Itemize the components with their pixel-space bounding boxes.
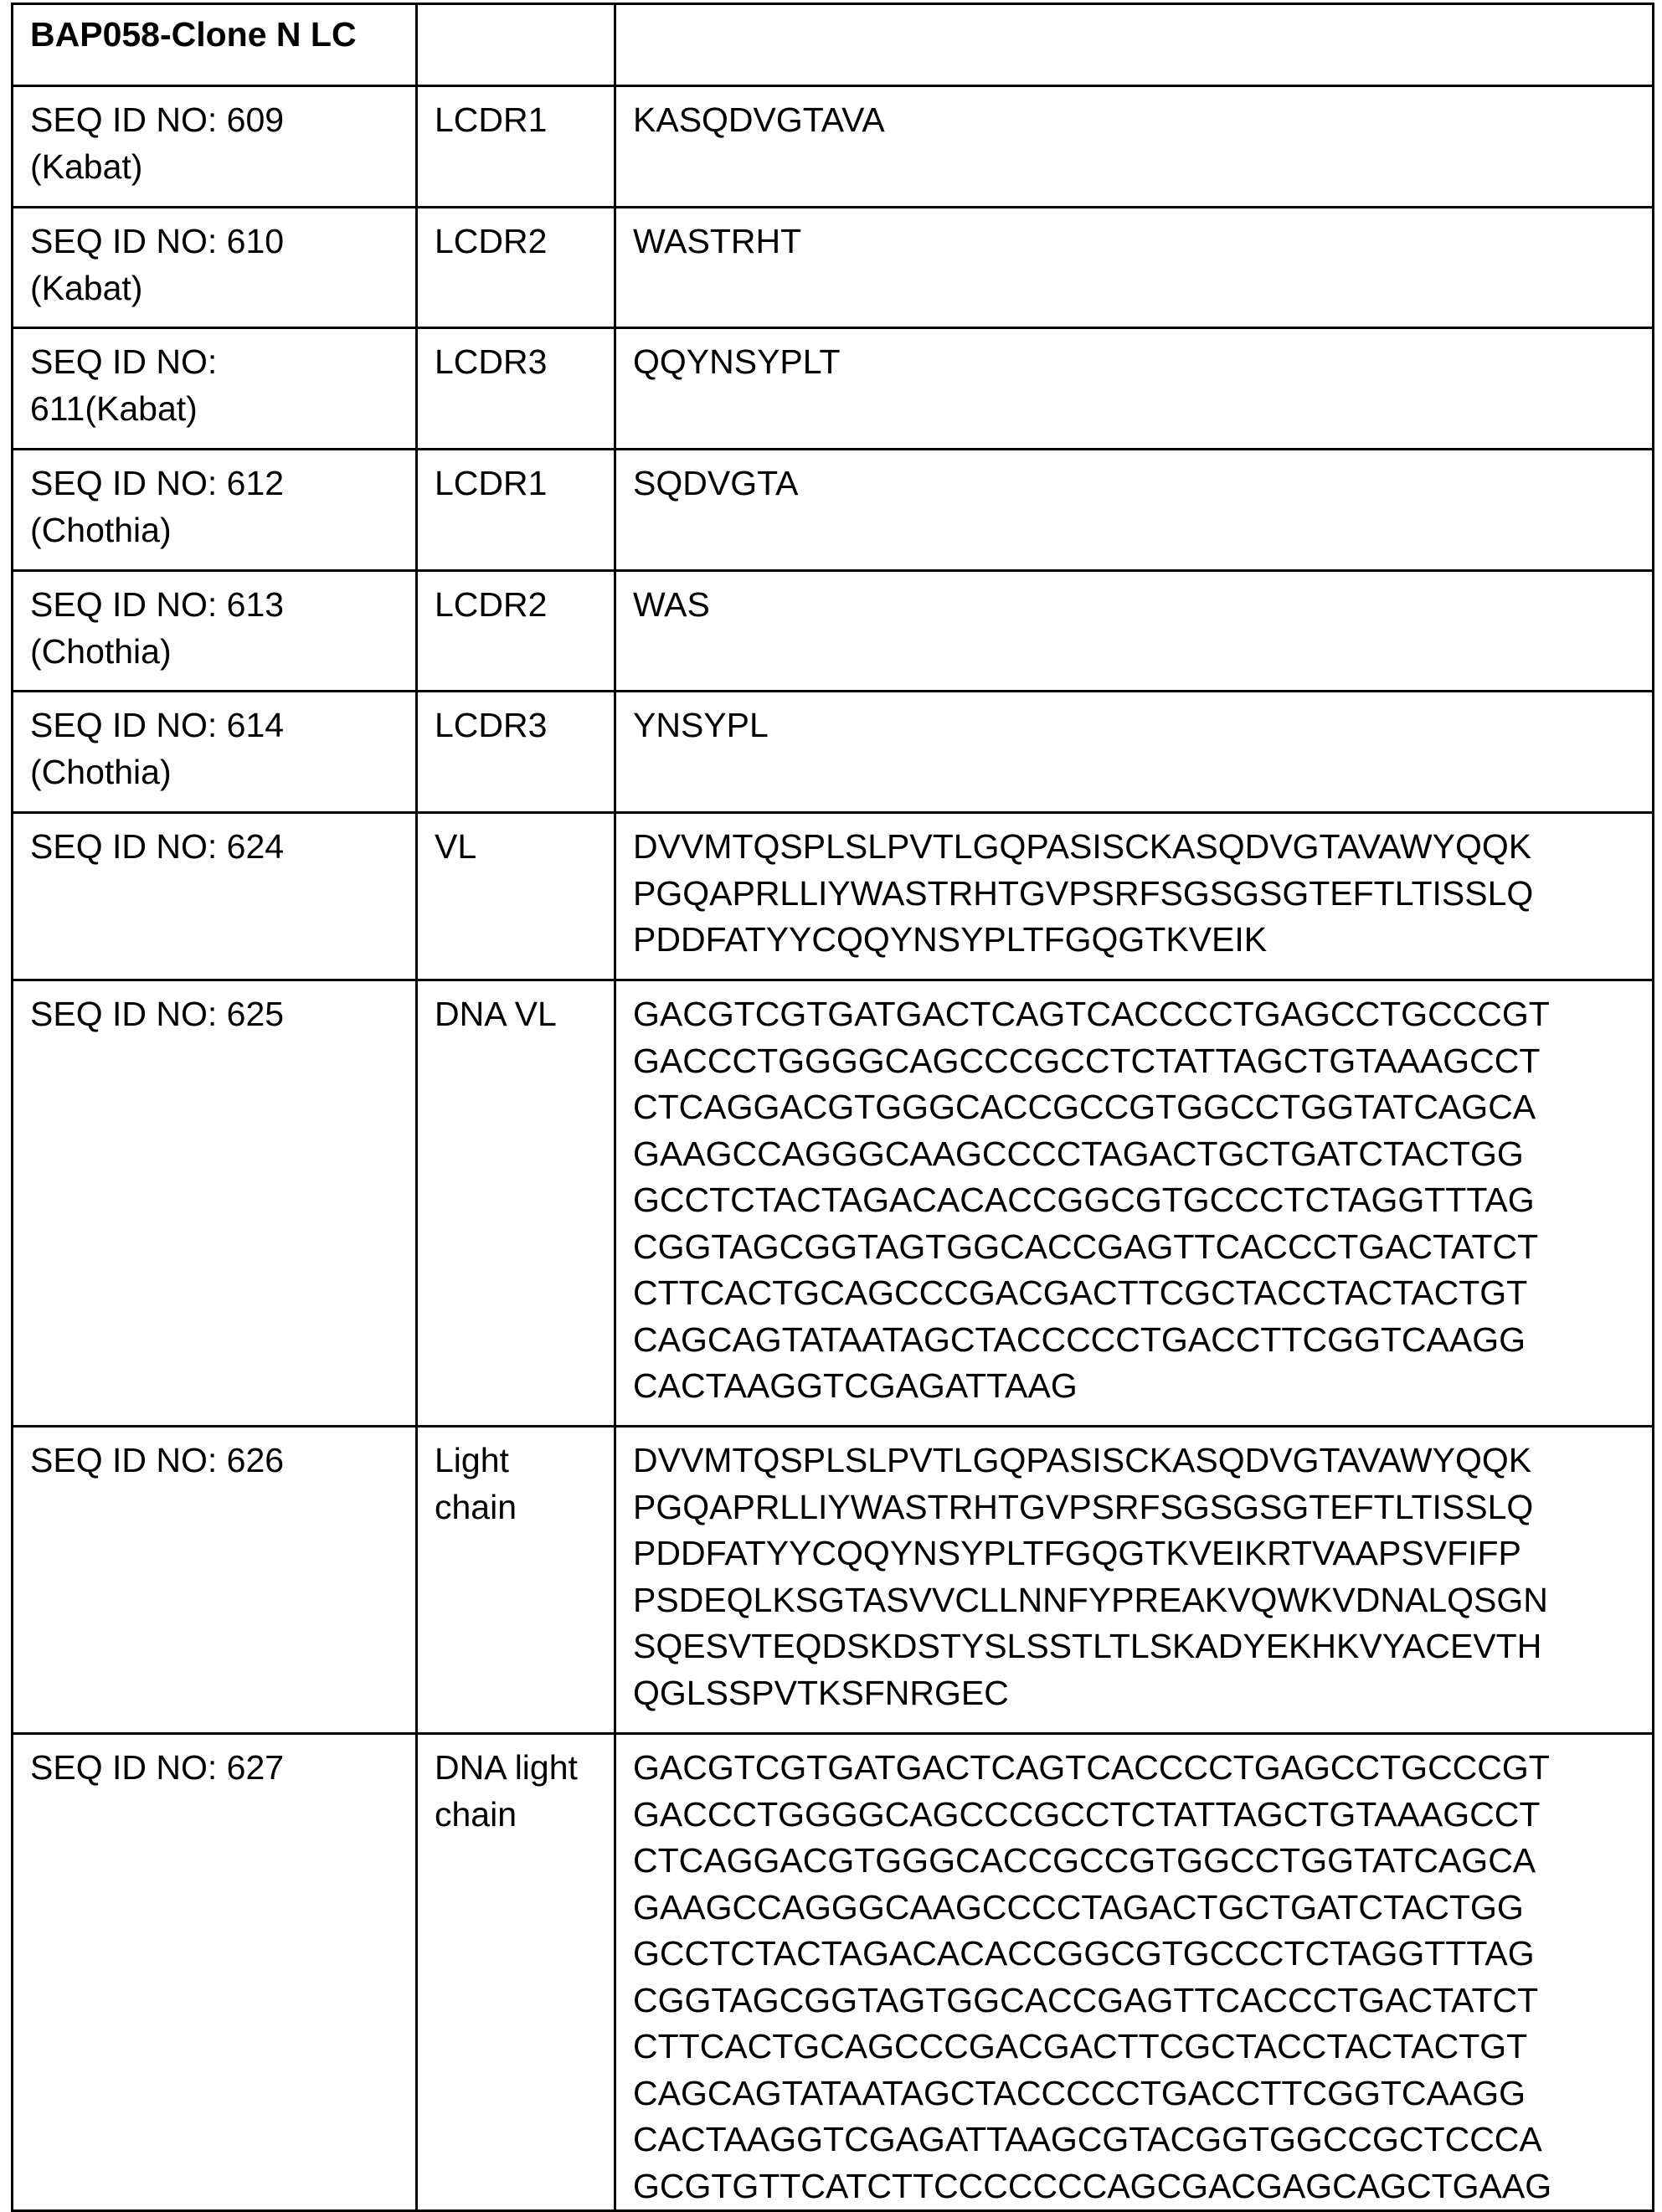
table-title-cell: [13, 4, 417, 86]
sequence-table: [11, 3, 1654, 2212]
sequence-line: QQYNSYPLT: [633, 339, 1652, 386]
seq-id-line: SEQ ID NO: 627: [30, 1745, 415, 1792]
sequence-line: CTTCACTGCAGCCCGACGACTTCGCTACCTACTACTGT: [633, 2024, 1652, 2071]
seq-id-line: SEQ ID NO: 609: [30, 97, 415, 144]
sequence-cell: [615, 1427, 1654, 1734]
sequence-line: GACCCTGGGGCAGCCCGCCTCTATTAGCTGTAAAGCCT: [633, 1792, 1652, 1839]
sequence-line: CACTAAGGTCGAGATTAAG: [633, 1363, 1652, 1410]
sequence-line: PGQAPRLLIYWASTRHTGVPSRFSGSGSGTEFTLTISSLQ: [633, 1484, 1652, 1531]
sequence-line: DVVMTQSPLSLPVTLGQPASISCKASQDVGTAVAWYQQK: [633, 824, 1652, 871]
region-line: LCDR2: [435, 219, 614, 265]
seq-id-line: SEQ ID NO: 612: [30, 460, 415, 507]
table-title: BAP058-Clone N LC: [30, 15, 357, 54]
sequence-line: GAAGCCAGGGCAAGCCCCTAGACTGCTGATCTACTGG: [633, 1885, 1652, 1932]
table-row: [13, 450, 1654, 571]
region-line: DNA VL: [435, 991, 614, 1038]
sequence-line: GCCTCTACTAGACACACCGGCGTGCCCTCTAGGTTTAG: [633, 1177, 1652, 1224]
sequence-cell: [615, 571, 1654, 692]
seq-id-cell: [13, 328, 417, 450]
seq-id-cell: [13, 813, 417, 980]
sequence-line: YNSYPL: [633, 702, 1652, 749]
table-row: [13, 692, 1654, 813]
sequence-cell: [615, 813, 1654, 980]
seq-id-cell: [13, 450, 417, 571]
sequence-line: DVVMTQSPLSLPVTLGQPASISCKASQDVGTAVAWYQQK: [633, 1438, 1652, 1484]
region-cell: [417, 813, 615, 980]
table-row: [13, 208, 1654, 328]
seq-id-cell: [13, 980, 417, 1427]
seq-id-cell: [13, 86, 417, 208]
table-row: [13, 571, 1654, 692]
region-line: VL: [435, 824, 614, 871]
sequence-line: PDDFATYYCQQYNSYPLTFGQGTKVEIK: [633, 917, 1652, 964]
sequence-cell: [615, 980, 1654, 1427]
seq-id-line: SEQ ID NO: 624: [30, 824, 415, 871]
sequence-line: GACCCTGGGGCAGCCCGCCTCTATTAGCTGTAAAGCCT: [633, 1038, 1652, 1085]
region-cell: [417, 328, 615, 450]
seq-id-line: SEQ ID NO: 614: [30, 702, 415, 749]
seq-id-line: 611(Kabat): [30, 386, 415, 433]
table-body: [13, 4, 1654, 2211]
seq-id-cell: [13, 692, 417, 813]
table-header-row: [13, 4, 1654, 86]
seq-id-cell: [13, 1734, 417, 2211]
region-cell: [417, 571, 615, 692]
sequence-line: WAS: [633, 582, 1652, 629]
sequence-line: CAGCAGTATAATAGCTACCCCCTGACCTTCGGTCAAGG: [633, 2071, 1652, 2117]
sequence-line: CGGTAGCGGTAGTGGCACCGAGTTCACCCTGACTATCT: [633, 1224, 1652, 1271]
region-line: chain: [435, 1484, 614, 1531]
region-cell: [417, 1734, 615, 2211]
seq-id-line: SEQ ID NO: 626: [30, 1438, 415, 1484]
table-row: [13, 86, 1654, 208]
table-row: [13, 980, 1654, 1427]
sequence-cell: [615, 692, 1654, 813]
sequence-line: PGQAPRLLIYWASTRHTGVPSRFSGSGSGTEFTLTISSLQ: [633, 871, 1652, 918]
empty-header-cell: [615, 4, 1654, 86]
sequence-cell: [615, 450, 1654, 571]
region-cell: [417, 450, 615, 571]
sequence-cell: [615, 86, 1654, 208]
region-cell: [417, 980, 615, 1427]
region-line: chain: [435, 1792, 614, 1839]
sequence-line: SQESVTEQDSKDSTYSLSSTLTLSKADYEKHKVYACEVTH: [633, 1623, 1652, 1670]
sequence-line: QGLSSPVTKSFNRGEC: [633, 1670, 1652, 1717]
seq-id-cell: [13, 571, 417, 692]
seq-id-line: SEQ ID NO: 625: [30, 991, 415, 1038]
sequence-line: WASTRHT: [633, 219, 1652, 265]
region-line: LCDR3: [435, 339, 614, 386]
region-cell: [417, 208, 615, 328]
region-line: DNA light: [435, 1745, 614, 1792]
region-cell: [417, 1427, 615, 1734]
empty-header-cell: [417, 4, 615, 86]
sequence-cell: [615, 208, 1654, 328]
table-row: [13, 328, 1654, 450]
sequence-line: PSDEQLKSGTASVVCLLNNFYPREAKVQWKVDNALQSGN: [633, 1577, 1652, 1624]
seq-id-line: (Chothia): [30, 749, 415, 796]
sequence-cell: [615, 328, 1654, 450]
sequence-line: PDDFATYYCQQYNSYPLTFGQGTKVEIKRTVAAPSVFIFP: [633, 1530, 1652, 1577]
sequence-cell: [615, 1734, 1654, 2211]
sequence-line: KASQDVGTAVA: [633, 97, 1652, 144]
table-row: [13, 1427, 1654, 1734]
sequence-line: GACGTCGTGATGACTCAGTCACCCCTGAGCCTGCCCGT: [633, 991, 1652, 1038]
region-line: LCDR1: [435, 460, 614, 507]
seq-id-line: SEQ ID NO: 613: [30, 582, 415, 629]
sequence-line: CACTAAGGTCGAGATTAAGCGTACGGTGGCCGCTCCCA: [633, 2117, 1652, 2163]
region-line: LCDR3: [435, 702, 614, 749]
sequence-line: CTCAGGACGTGGGCACCGCCGTGGCCTGGTATCAGCA: [633, 1838, 1652, 1885]
sequence-line: GCCTCTACTAGACACACCGGCGTGCCCTCTAGGTTTAG: [633, 1931, 1652, 1978]
sequence-line: CTTCACTGCAGCCCGACGACTTCGCTACCTACTACTGT: [633, 1270, 1652, 1317]
table-row: [13, 813, 1654, 980]
seq-id-line: (Chothia): [30, 507, 415, 554]
seq-id-line: (Kabat): [30, 144, 415, 191]
seq-id-line: SEQ ID NO: 610: [30, 219, 415, 265]
sequence-line: SQDVGTA: [633, 460, 1652, 507]
seq-id-cell: [13, 208, 417, 328]
region-line: LCDR1: [435, 97, 614, 144]
seq-id-line: (Chothia): [30, 629, 415, 676]
region-line: Light: [435, 1438, 614, 1484]
sequence-line: CTCAGGACGTGGGCACCGCCGTGGCCTGGTATCAGCA: [633, 1084, 1652, 1131]
seq-id-line: (Kabat): [30, 265, 415, 312]
region-line: LCDR2: [435, 582, 614, 629]
seq-id-cell: [13, 1427, 417, 1734]
region-cell: [417, 692, 615, 813]
region-cell: [417, 86, 615, 208]
sequence-line: GACGTCGTGATGACTCAGTCACCCCTGAGCCTGCCCGT: [633, 1745, 1652, 1792]
sequence-line: GCGTGTTCATCTTCCCCCCCAGCGACGAGCAGCTGAAG: [633, 2163, 1652, 2210]
sequence-line: CAGCAGTATAATAGCTACCCCCTGACCTTCGGTCAAGG: [633, 1317, 1652, 1364]
seq-id-line: SEQ ID NO:: [30, 339, 415, 386]
sequence-line: GAAGCCAGGGCAAGCCCCTAGACTGCTGATCTACTGG: [633, 1131, 1652, 1178]
table-row: [13, 1734, 1654, 2211]
sequence-line: CGGTAGCGGTAGTGGCACCGAGTTCACCCTGACTATCT: [633, 1978, 1652, 2024]
